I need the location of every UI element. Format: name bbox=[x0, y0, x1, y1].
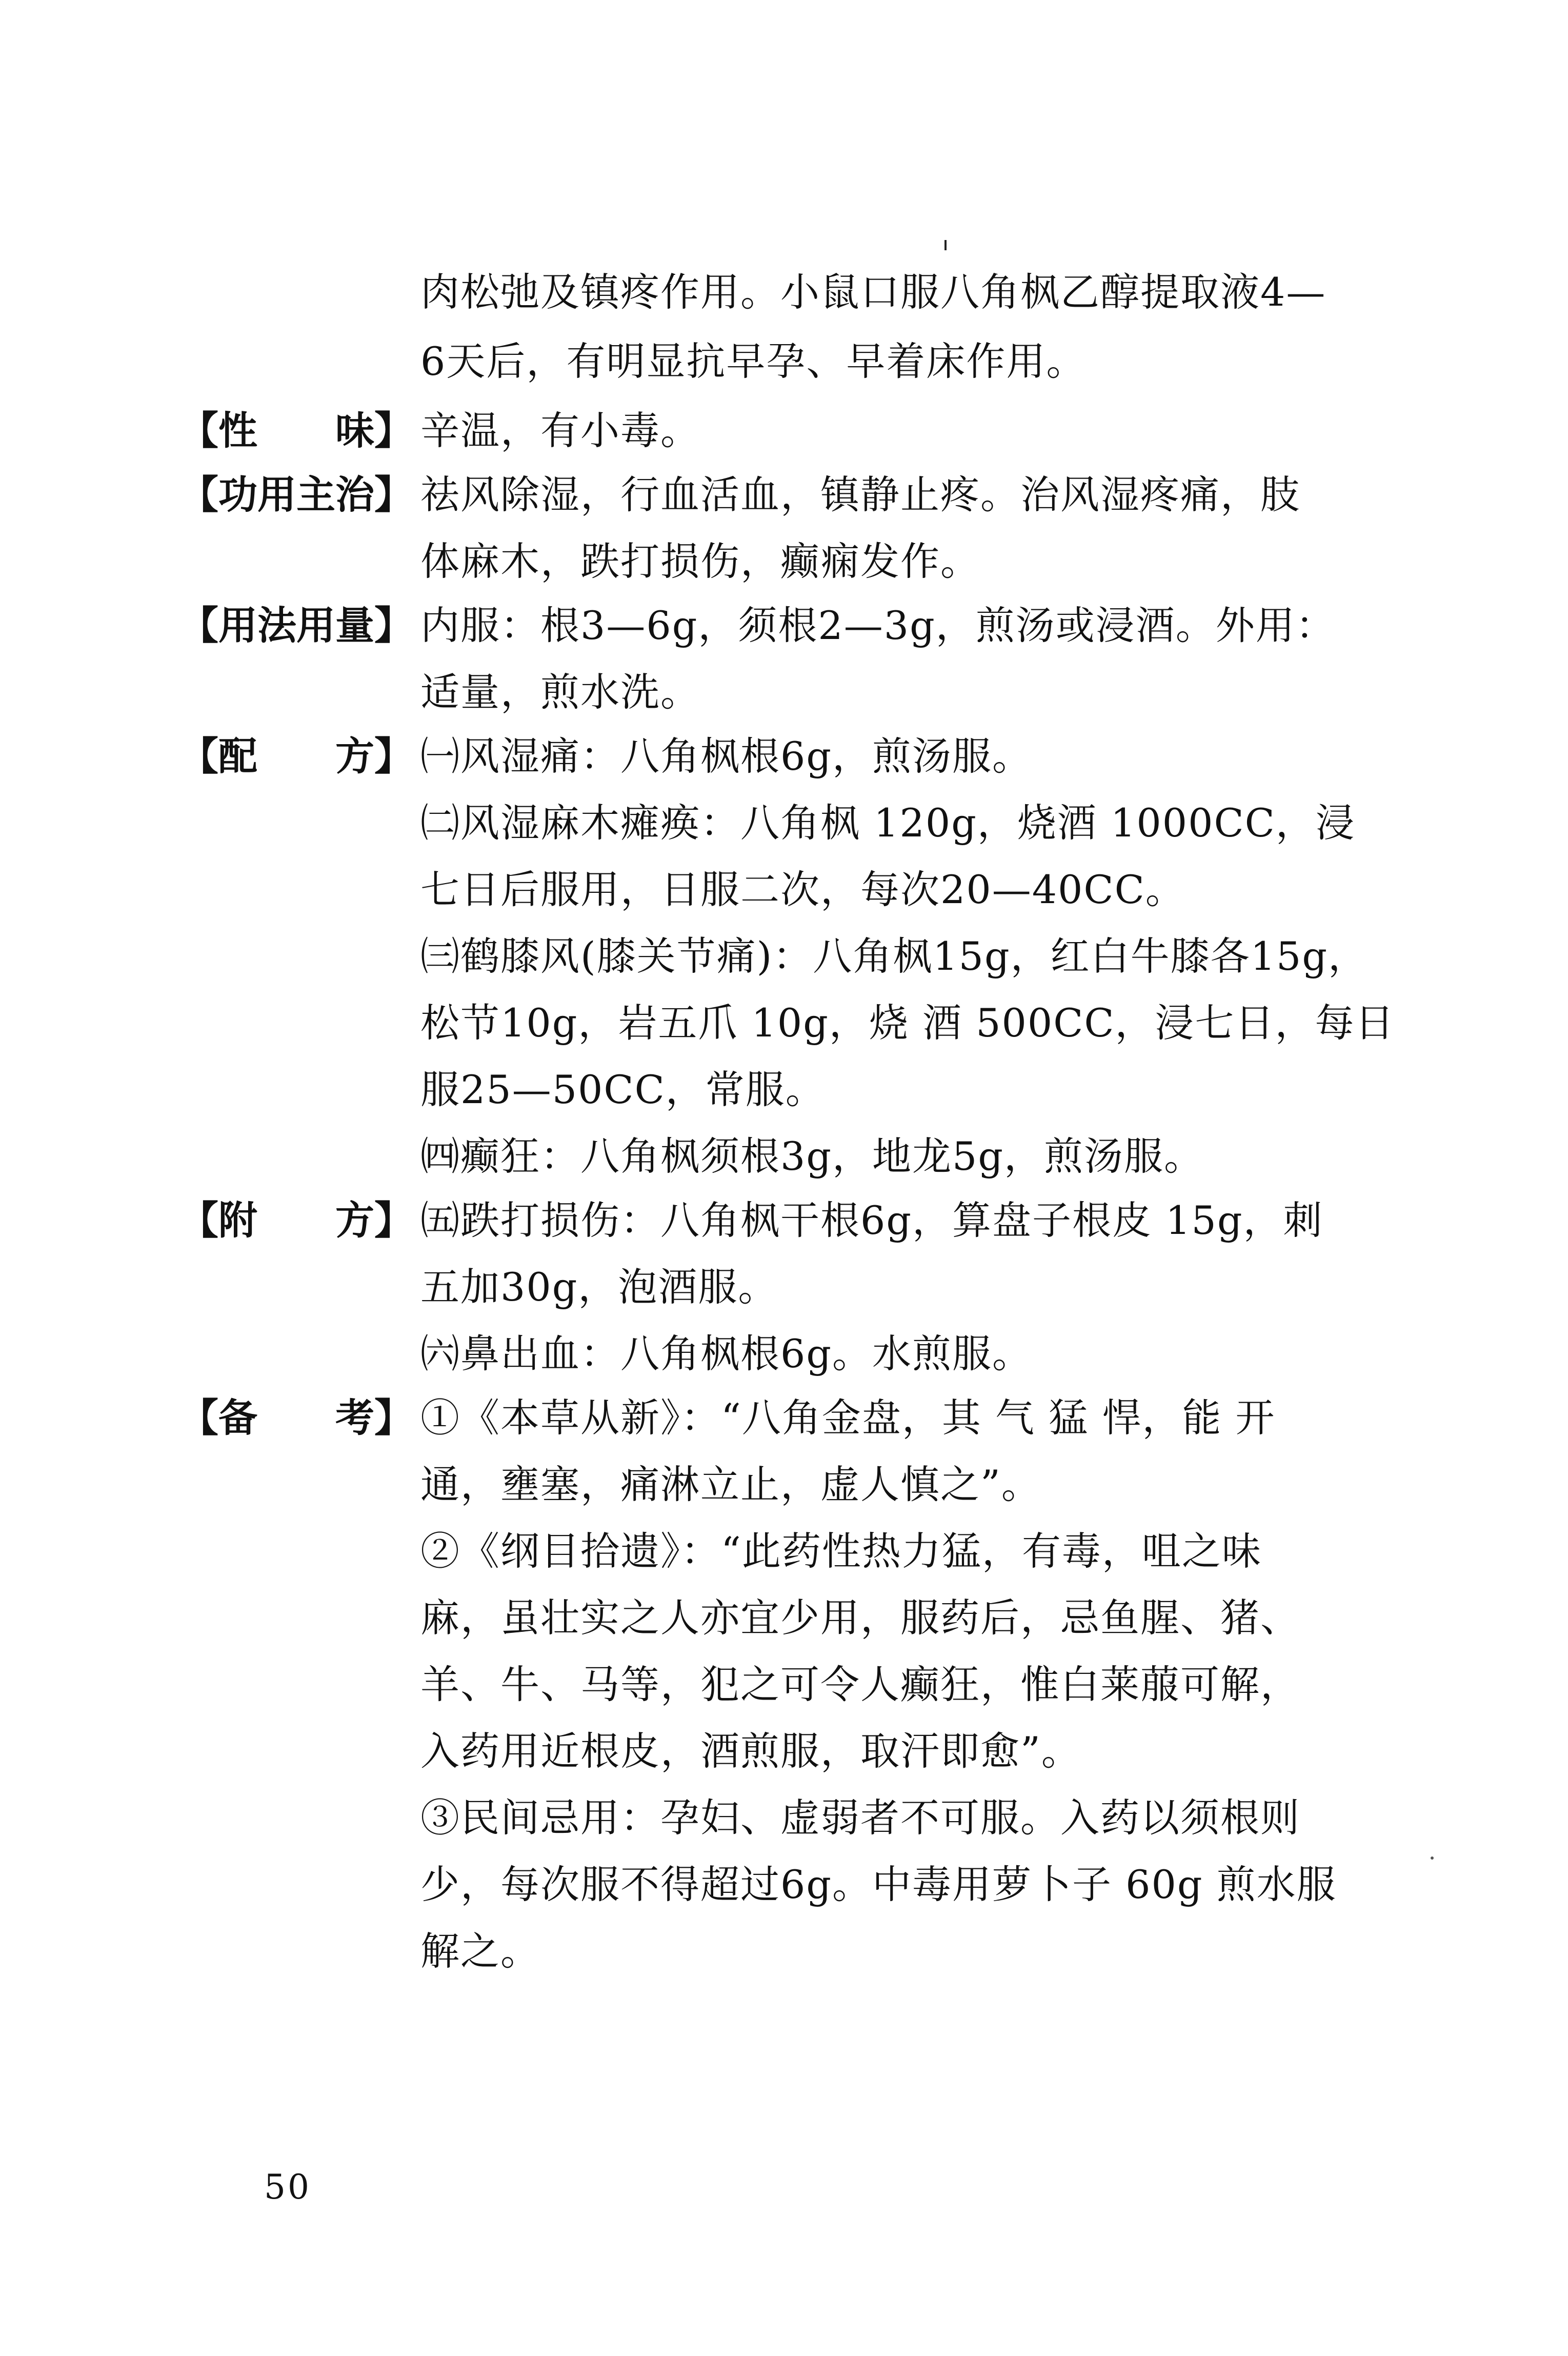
beikao-line-2: 通，壅塞，痛淋立止，虚人慎之”。 bbox=[420, 1462, 1041, 1507]
yongfa-line-2: 适量，煎水洗。 bbox=[420, 669, 700, 715]
beikao-line-3: ②《纲目拾遗》：“此药性热力猛，有毒，咀之味 bbox=[420, 1528, 1262, 1574]
fufang-line-1: ㈤跌打损伤：八角枫干根6g，算盘子根皮 15g，刺 bbox=[420, 1197, 1323, 1243]
fufang-line-2: 五加30g，泡酒服。 bbox=[420, 1264, 778, 1310]
label-peifang: 【配 方】 bbox=[179, 733, 413, 779]
beikao-line-9: 解之。 bbox=[420, 1928, 540, 1974]
peifang-line-1: ㈠风湿痛：八角枫根6g，煎汤服。 bbox=[420, 733, 1033, 779]
stray-dot-mark bbox=[1431, 1856, 1434, 1860]
peifang-line-7: ㈣癫狂：八角枫须根3g，地龙5g，煎汤服。 bbox=[420, 1133, 1204, 1179]
peifang-line-6: 服25—50CC，常服。 bbox=[420, 1067, 826, 1112]
beikao-line-5: 羊、牛、马等，犯之可令人癫狂，惟白莱菔可解， bbox=[420, 1662, 1300, 1707]
stray-ink-mark bbox=[944, 240, 947, 250]
label-gongyong: 【功用主治】 bbox=[179, 472, 413, 517]
intro-line-2: 6天后，有明显抗早孕、早着床作用。 bbox=[420, 338, 1087, 384]
beikao-line-1: ①《本草从新》：“八角金盘，其 气 猛 悍，能 开 bbox=[420, 1395, 1276, 1441]
label-xingwei: 【性 味】 bbox=[179, 408, 413, 453]
beikao-line-4: 麻，虽壮实之人亦宜少用，服药后，忌鱼腥、猪、 bbox=[420, 1595, 1300, 1641]
label-fufang: 【附 方】 bbox=[179, 1197, 413, 1243]
label-beikao: 【备 考】 bbox=[179, 1395, 413, 1441]
fufang-line-3: ㈥鼻出血：八角枫根6g。水煎服。 bbox=[420, 1331, 1033, 1376]
peifang-line-4: ㈢鹤膝风(膝关节痛)：八角枫15g，红白牛膝各15g， bbox=[420, 933, 1369, 979]
beikao-line-6: 入药用近根皮，酒煎服，取汗即愈”。 bbox=[420, 1728, 1081, 1774]
beikao-line-8: 少，每次服不得超过6g。中毒用萝卜子 60g 煎水服 bbox=[420, 1862, 1337, 1907]
label-yongfa: 【用法用量】 bbox=[179, 603, 413, 648]
peifang-line-2: ㈡风湿麻木瘫痪：八角枫 120g，烧酒 1000CC，浸 bbox=[420, 800, 1356, 846]
peifang-line-5: 松节10g，岩五爪 10g，烧 酒 500CC，浸七日，每日 bbox=[420, 1000, 1395, 1046]
xingwei-line-1: 辛温，有小毒。 bbox=[420, 408, 700, 453]
beikao-line-7: ③民间忌用：孕妇、虚弱者不可服。入药以须根则 bbox=[420, 1795, 1300, 1841]
gongyong-line-1: 祛风除湿，行血活血，镇静止疼。治风湿疼痛，肢 bbox=[420, 472, 1300, 517]
peifang-line-3: 七日后服用，日服二次，每次20—40CC。 bbox=[420, 867, 1185, 912]
page-number: 50 bbox=[264, 2167, 311, 2207]
intro-line-1: 肉松弛及镇疼作用。小鼠口服八角枫乙醇提取液4— bbox=[420, 269, 1326, 315]
gongyong-line-2: 体麻木，跌打损伤，癫痫发作。 bbox=[420, 538, 980, 584]
yongfa-line-1: 内服：根3—6g，须根2—3g，煎汤或浸酒。外用： bbox=[420, 603, 1336, 648]
